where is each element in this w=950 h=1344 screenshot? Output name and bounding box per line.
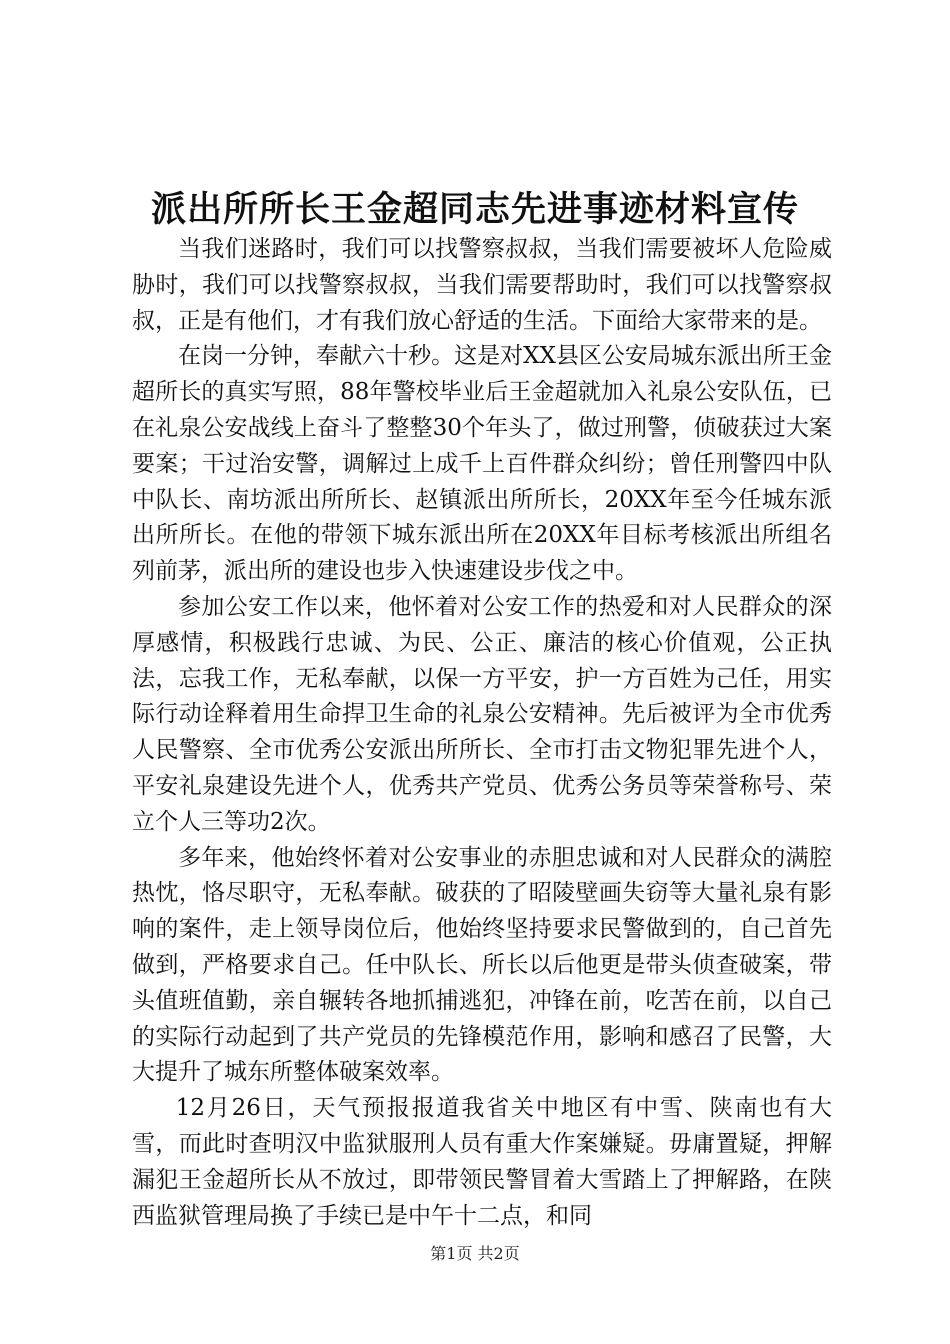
document-body — [132, 232, 832, 1234]
paragraph-career: 在岗一分钟，奉献六十秒。这是对XX县区公安局城东派出所王金超所长的真实写照，88年警校毕业后王金超就加入礼泉公安队伍，已在礼泉公安战线上奋斗了整整30个年头了，做过刑警，侦破获过大案要案；干过治安警，调解过上成千上百件群众纠纷；曾任刑警四中队中队长、南坊派出所所长、赵镇派出所所长，20XX年至今任城东派出所所长。在他的带领下城东派出所在20XX年目标考核派出所组名列前茅，派出所的建设也步入快速建设步伐之中。 — [132, 343, 832, 585]
paragraph-intro: 当我们迷路时，我们可以找警察叔叔，当我们需要被坏人危险威胁时，我们可以找警察叔叔，当我们需要帮助时，我们可以找警察叔叔，正是有他们，才有我们放心舒适的生活。下面给大家带来的是。 — [132, 236, 832, 334]
page-number-footer: 第1页 共2页 — [430, 1244, 520, 1263]
paragraph-escort: 12月26日，天气预报报道我省关中地区有中雪、陕南也有大雪，而此时查明汉中监狱服刑人员有重大作案嫌疑。毋庸置疑，押解漏犯王金超所长从不放过，即带领民警冒着大雪踏上了押解路，在陕西监狱管理局换了手续已是中午十二点，和同 — [132, 1095, 832, 1229]
document-title: 派出所所长王金超同志先进事迹材料宣传 — [150, 189, 799, 230]
paragraph-dedication: 多年来，他始终怀着对公安事业的赤胆忠诚和对人民群众的满腔热忱，恪尽职守，无私奉献。破获的了昭陵壁画失窃等大量礼泉有影响的案件，走上领导岗位后，他始终坚持要求民警做到的，自己首先做到，严格要求自己。任中队长、所长以后他更是带头侦查破案，带头值班值勤，亲自辗转各地抓捕逃犯，冲锋在前，吃苦在前，以自己的实际行动起到了共产党员的先锋模范作用，影响和感召了民警，大大提升了城东所整体破案效率。 — [132, 844, 832, 1086]
paragraph-honors: 参加公安工作以来，他怀着对公安工作的热爱和对人民群众的深厚感情，积极践行忠诚、为民、公正、廉洁的核心价值观，公正执法，忘我工作，无私奉献，以保一方平安，护一方百姓为己任，用实际行动诠释着用生命捍卫生命的礼泉公安精神。先后被评为全市优秀人民警察、全市优秀公安派出所所长、全市打击文物犯罪先进个人，平安礼泉建设先进个人，优秀共产党员、优秀公务员等荣誉称号、荣立个人三等功2次。 — [132, 593, 832, 835]
